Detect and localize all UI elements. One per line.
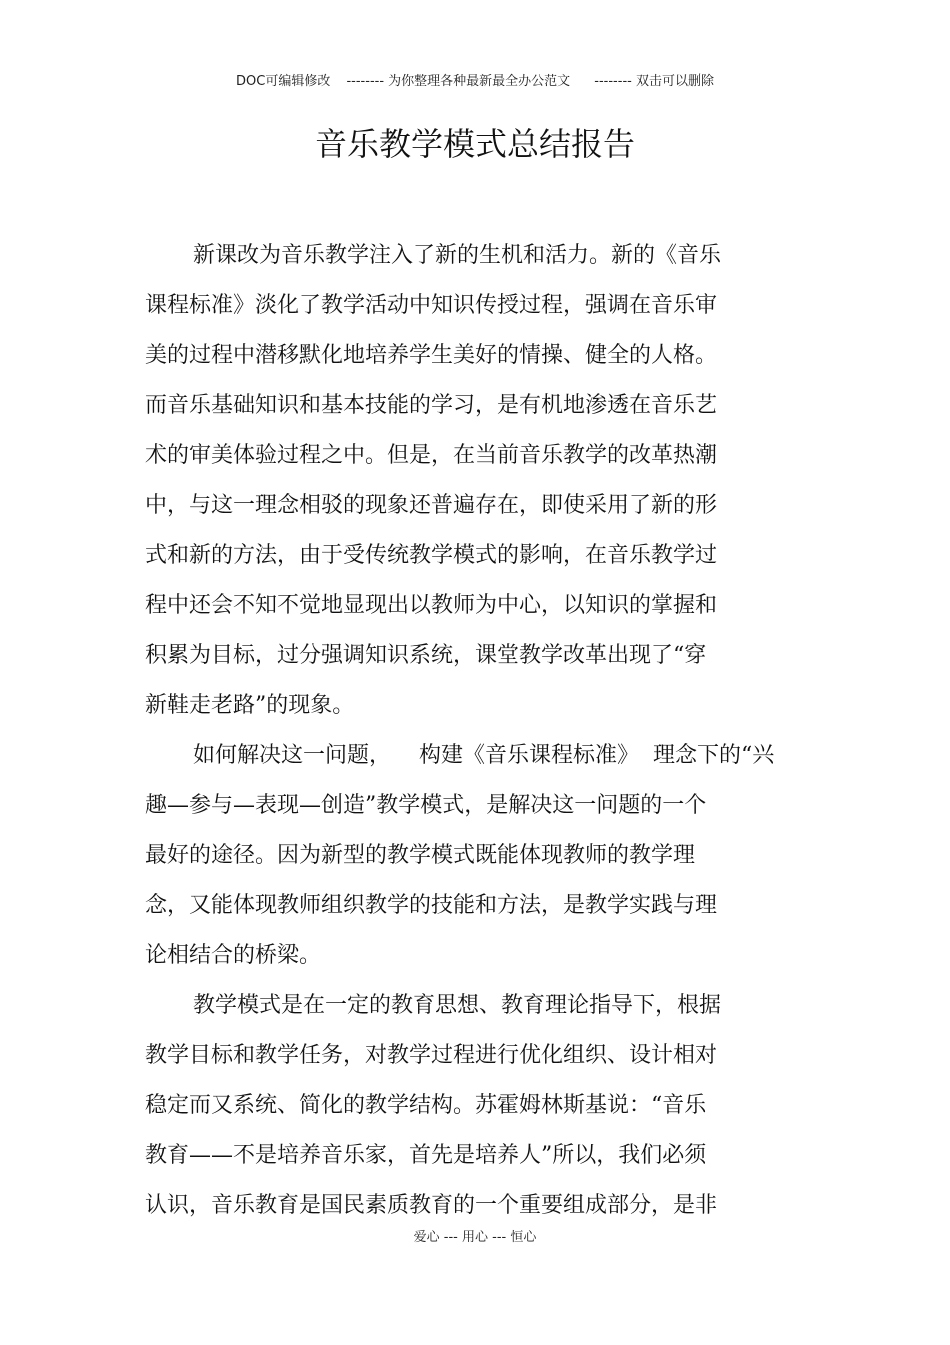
paragraph-2-line-2: 趣—参与—表现—创造”教学模式，是解决这一问题的一个 [145,793,707,818]
page-header [0,73,950,91]
header-left-text: DOC可编辑修改 [236,74,331,89]
paragraph-2-line-3: 最好的途径。因为新型的教学模式既能体现教师的教学理 [145,843,696,868]
paragraph-2-line-4: 念，又能体现教师组织教学的技能和方法，是教学实践与理 [145,893,718,918]
paragraph-3-line-4: 教育——不是培养音乐家，首先是培养人”所以，我们必须 [145,1143,707,1168]
paragraph-2-line-1: 如何解决这一问题， 构建《音乐课程标准》 理念下的“兴 [193,743,775,768]
paragraph-3-line-5: 认识，音乐教育是国民素质教育的一个重要组成部分，是非 [145,1193,718,1218]
paragraph-1-line-10: 新鞋走老路”的现象。 [145,693,355,718]
header-middle-text: -------- 为你整理各种最新最全办公范文 [346,74,571,89]
header-right-text: -------- 双击可以删除 [594,74,714,89]
paragraph-1-line-2: 课程标准》淡化了教学活动中知识传授过程，强调在音乐审 [145,293,718,318]
paragraph-3-line-3: 稳定而又系统、简化的教学结构。苏霍姆林斯基说：“音乐 [145,1093,707,1118]
paragraph-3-line-1: 教学模式是在一定的教育思想、教育理论指导下，根据 [193,993,722,1018]
page-footer: 爱心 --- 用心 --- 恒心 [413,1230,537,1245]
paragraph-1-line-7: 式和新的方法，由于受传统教学模式的影响，在音乐教学过 [145,543,718,568]
paragraph-1-line-5: 术的审美体验过程之中。但是，在当前音乐教学的改革热潮 [145,443,718,468]
paragraph-1-line-4: 而音乐基础知识和基本技能的学习，是有机地渗透在音乐艺 [145,393,718,418]
paragraph-2-line-5: 论相结合的桥梁。 [145,943,322,968]
paragraph-1-line-1: 新课改为音乐教学注入了新的生机和活力。新的《音乐 [193,243,722,268]
document-title: 音乐教学模式总结报告 [314,125,635,163]
paragraph-1-line-6: 中，与这一理念相驳的现象还普遍存在，即使采用了新的形 [145,493,718,518]
paragraph-1-line-8: 程中还会不知不觉地显现出以教师为中心，以知识的掌握和 [145,593,718,618]
paragraph-1-line-3: 美的过程中潜移默化地培养学生美好的情操、健全的人格。 [145,343,718,368]
paragraph-3-line-2: 教学目标和教学任务，对教学过程进行优化组织、设计相对 [145,1043,718,1068]
paragraph-1-line-9: 积累为目标，过分强调知识系统，课堂教学改革出现了“穿 [145,643,707,668]
